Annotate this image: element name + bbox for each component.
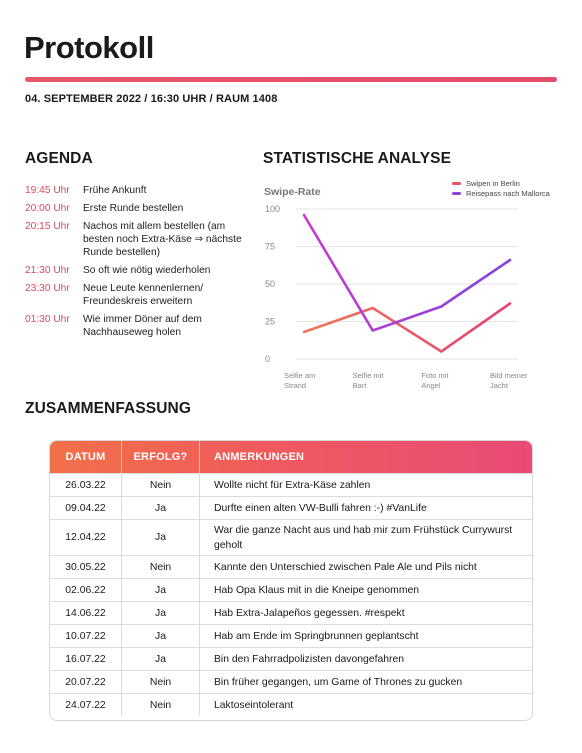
agenda-text: Wie immer Döner auf dem Nachhauseweg holen xyxy=(83,314,202,338)
table-row xyxy=(50,473,532,496)
table-body xyxy=(50,473,532,716)
column-header-success: ERFOLG? xyxy=(122,441,200,473)
agenda-time: 20:00 Uhr xyxy=(25,203,70,214)
agenda-item xyxy=(25,313,255,339)
agenda-text: Neue Leute kennenlernen/ Freundeskreis erweitern xyxy=(83,283,204,307)
agenda-time: 19:45 Uhr xyxy=(25,185,70,196)
cell-note: Durfte einen alten VW-Bulli fahren :-) #VanLife xyxy=(214,502,427,514)
agenda-list xyxy=(25,184,255,344)
legend-swatch xyxy=(452,192,461,195)
cell-success: Nein xyxy=(122,694,200,716)
column-header-notes: ANMERKUNGEN xyxy=(214,451,305,463)
x-tick-label: Foto mit Angel xyxy=(421,371,449,390)
line-chart xyxy=(260,172,560,398)
cell-date: 24.07.22 xyxy=(50,694,122,716)
agenda-time: 20:15 Uhr xyxy=(25,221,70,232)
agenda-text: Nachos mit allem bestellen (am besten noch Extra-Käse ⇒ nächste Runde bestellen) xyxy=(83,221,242,258)
agenda-time: 01:30 Uhr xyxy=(25,314,70,325)
cell-date: 14.06.22 xyxy=(50,602,122,624)
cell-success: Nein xyxy=(122,474,200,496)
legend-entry xyxy=(452,188,550,198)
agenda-item xyxy=(25,184,255,197)
column-header-date: DATUM xyxy=(50,441,122,473)
table-row xyxy=(50,578,532,601)
table-row xyxy=(50,624,532,647)
y-tick-label: 75 xyxy=(265,241,276,252)
cell-note: Bin den Fahrradpolizisten davongefahren xyxy=(214,653,405,665)
series-line xyxy=(304,304,510,352)
table-row xyxy=(50,647,532,670)
title-divider xyxy=(25,77,557,82)
cell-date: 20.07.22 xyxy=(50,671,122,693)
cell-success: Ja xyxy=(122,579,200,601)
agenda-text: Erste Runde bestellen xyxy=(83,203,184,214)
cell-success: Ja xyxy=(122,625,200,647)
x-tick-label: Bild meiner Jacht xyxy=(490,371,528,390)
table-header xyxy=(50,441,532,473)
legend-entry xyxy=(452,178,550,188)
table-row xyxy=(50,601,532,624)
cell-note: Laktoseintolerant xyxy=(214,699,294,711)
summary-table xyxy=(49,440,533,721)
table-row xyxy=(50,519,532,555)
table-row xyxy=(50,555,532,578)
cell-success: Nein xyxy=(122,671,200,693)
agenda-text: So oft wie nötig wiederholen xyxy=(83,265,211,276)
agenda-item xyxy=(25,220,255,259)
agenda-item xyxy=(25,202,255,215)
y-tick-label: 50 xyxy=(265,279,276,289)
cell-date: 09.04.22 xyxy=(50,497,122,519)
cell-success: Nein xyxy=(122,556,200,578)
agenda-item xyxy=(25,264,255,277)
cell-note: Hab Extra-Jalapeños gegessen. #respekt xyxy=(214,607,405,619)
cell-date: 16.07.22 xyxy=(50,648,122,670)
cell-date: 12.04.22 xyxy=(50,520,122,555)
chart-svg xyxy=(260,172,560,398)
cell-note: Bin früher gegangen, um Game of Thrones zu gucken xyxy=(214,676,463,688)
cell-note: War die ganze Nacht aus und hab mir zum Frühstück Currywurst geholt xyxy=(214,524,513,551)
agenda-text: Frühe Ankunft xyxy=(83,185,147,196)
agenda-heading: AGENDA xyxy=(25,150,93,167)
cell-success: Ja xyxy=(122,520,200,555)
cell-note: Hab Opa Klaus mit in die Kneipe genommen xyxy=(214,584,420,596)
page-title: Protokoll xyxy=(24,30,154,65)
meeting-meta: 04. SEPTEMBER 2022 / 16:30 UHR / RAUM 1408 xyxy=(25,93,278,105)
legend-label: Reisepass nach Mallorca xyxy=(466,188,550,198)
series-line xyxy=(304,215,510,331)
y-tick-label: 25 xyxy=(265,316,276,327)
cell-date: 30.05.22 xyxy=(50,556,122,578)
agenda-item xyxy=(25,282,255,308)
cell-date: 10.07.22 xyxy=(50,625,122,647)
summary-heading: ZUSAMMENFASSUNG xyxy=(25,400,191,417)
cell-note: Hab am Ende im Springbrunnen geplantscht xyxy=(214,630,419,642)
y-tick-label: 0 xyxy=(265,354,271,364)
legend-label: Swipen in Berlin xyxy=(466,178,520,188)
cell-success: Ja xyxy=(122,497,200,519)
cell-success: Ja xyxy=(122,648,200,670)
table-row xyxy=(50,496,532,519)
cell-date: 02.06.22 xyxy=(50,579,122,601)
table-row xyxy=(50,693,532,716)
y-tick-label: 100 xyxy=(265,204,281,214)
agenda-time: 21:30 Uhr xyxy=(25,265,70,276)
agenda-time: 23:30 Uhr xyxy=(25,283,70,294)
x-tick-label: Selfie mit Bart xyxy=(352,371,384,390)
cell-note: Wollte nicht für Extra-Käse zahlen xyxy=(214,479,371,491)
x-tick-label: Selfie am Strand xyxy=(284,371,316,390)
chart-legend xyxy=(452,178,550,198)
cell-date: 26.03.22 xyxy=(50,474,122,496)
cell-success: Ja xyxy=(122,602,200,624)
legend-swatch xyxy=(452,182,461,185)
cell-note: Kannte den Unterschied zwischen Pale Ale und Pils nicht xyxy=(214,561,477,573)
stats-heading: STATISTISCHE ANALYSE xyxy=(263,150,452,167)
chart-y-label: Swipe-Rate xyxy=(264,186,321,198)
table-row xyxy=(50,670,532,693)
